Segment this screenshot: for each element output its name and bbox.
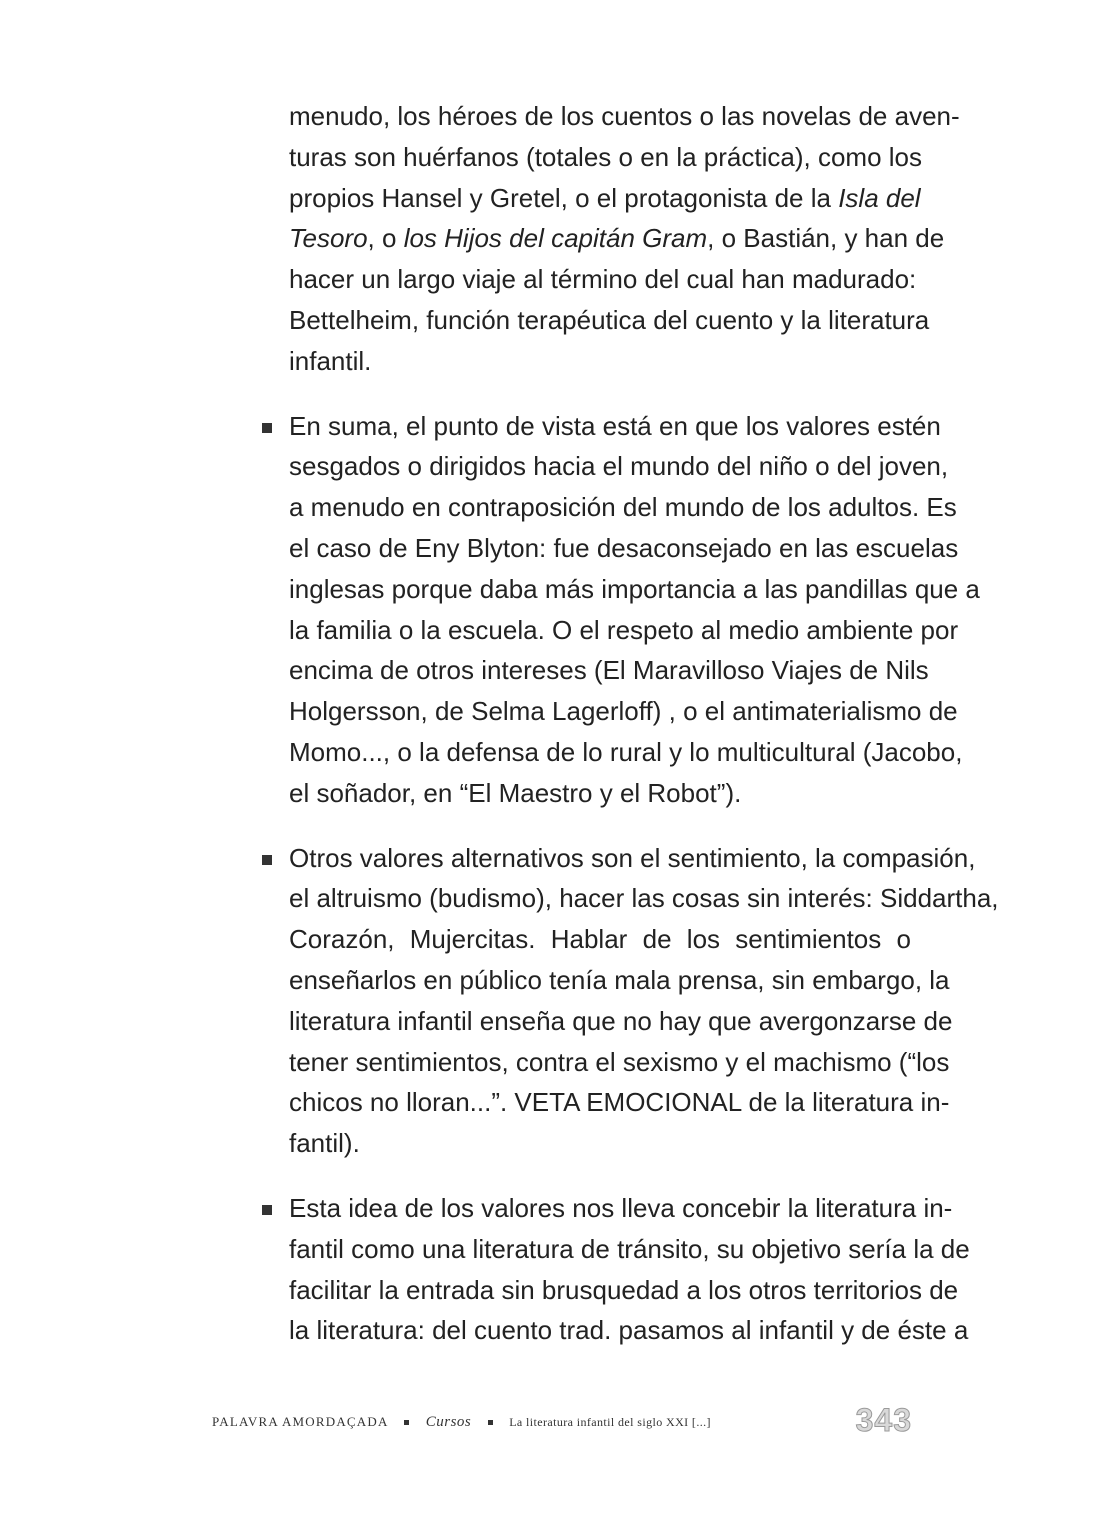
page-body bbox=[289, 96, 999, 1351]
footer-separator-icon bbox=[404, 1420, 409, 1425]
text-line: Tesoro, o los Hijos del capitán Gram, o Bastián, y han de bbox=[289, 223, 945, 254]
text-line: el caso de Eny Blyton: fue desaconsejado en las escuelas bbox=[289, 532, 959, 563]
footer-separator-icon bbox=[488, 1420, 493, 1425]
page-number: 343 bbox=[855, 1402, 912, 1438]
text-line: hacer un largo viaje al término del cual han madurado: bbox=[289, 264, 917, 295]
text-line: Corazón, Mujercitas. Hablar de los sentimientos o bbox=[289, 924, 911, 955]
bullet-paragraph bbox=[289, 406, 980, 814]
square-bullet-icon bbox=[262, 423, 272, 433]
journal-name: PALAVRA AMORDAÇADA bbox=[212, 1414, 388, 1429]
text-line: Otros valores alternativos son el sentimiento, la compasión, bbox=[289, 842, 976, 873]
text-line: Holgersson, de Selma Lagerloff) , o el antimaterialismo de bbox=[289, 696, 958, 727]
text-line: a menudo en contraposición del mundo de los adultos. Es bbox=[289, 492, 957, 523]
text-line: fantil). bbox=[289, 1128, 360, 1159]
bullet-paragraph bbox=[289, 1188, 970, 1351]
text-line: la literatura: del cuento trad. pasamos al infantil y de éste a bbox=[289, 1315, 969, 1346]
text-line: sesgados o dirigidos hacia el mundo del niño o del joven, bbox=[289, 451, 949, 482]
bullet-paragraph bbox=[289, 838, 999, 1164]
text-line: propios Hansel y Gretel, o el protagonista de la Isla del bbox=[289, 182, 921, 213]
page-footer bbox=[212, 1402, 912, 1452]
text-line: facilitar la entrada sin brusquedad a los otros territorios de bbox=[289, 1274, 959, 1305]
text-line: chicos no lloran...”. VETA EMOCIONAL de la literatura in- bbox=[289, 1087, 950, 1118]
article-title: La literatura infantil del siglo XXI [...] bbox=[509, 1415, 711, 1429]
square-bullet-icon bbox=[262, 855, 272, 865]
text-line: turas son huérfanos (totales o en la práctica), como los bbox=[289, 141, 922, 172]
text-line: enseñarlos en público tenía mala prensa, sin embargo, la bbox=[289, 964, 950, 995]
paragraph-text bbox=[289, 838, 999, 1164]
paragraph-text bbox=[289, 1188, 970, 1351]
text-line: el soñador, en “El Maestro y el Robot”). bbox=[289, 777, 742, 808]
text-line: Esta idea de los valores nos lleva concebir la literatura in- bbox=[289, 1192, 953, 1223]
text-line: tener sentimientos, contra el sexismo y el machismo (“los bbox=[289, 1046, 950, 1077]
text-line: infantil. bbox=[289, 345, 372, 376]
text-line: Bettelheim, función terapéutica del cuento y la literatura bbox=[289, 304, 930, 335]
text-line: la familia o la escuela. O el respeto al medio ambiente por bbox=[289, 614, 959, 645]
text-line: inglesas porque daba más importancia a las pandillas que a bbox=[289, 573, 980, 604]
text-line: En suma, el punto de vista está en que los valores estén bbox=[289, 410, 941, 441]
section-name: Cursos bbox=[425, 1414, 472, 1430]
paragraph-text bbox=[289, 406, 980, 814]
text-line: Momo..., o la defensa de lo rural y lo multicultural (Jacobo, bbox=[289, 736, 963, 767]
paragraph-text bbox=[289, 96, 960, 382]
running-footer bbox=[212, 1414, 711, 1431]
paragraph bbox=[289, 96, 960, 382]
text-line: literatura infantil enseña que no hay que avergonzarse de bbox=[289, 1005, 953, 1036]
text-line: fantil como una literatura de tránsito, su objetivo sería la de bbox=[289, 1233, 970, 1264]
text-line: el altruismo (budismo), hacer las cosas sin interés: Siddartha, bbox=[289, 883, 999, 914]
text-line: encima de otros intereses (El Maravilloso Viajes de Nils bbox=[289, 655, 929, 686]
square-bullet-icon bbox=[262, 1205, 272, 1215]
text-line: menudo, los héroes de los cuentos o las novelas de aven- bbox=[289, 101, 960, 131]
